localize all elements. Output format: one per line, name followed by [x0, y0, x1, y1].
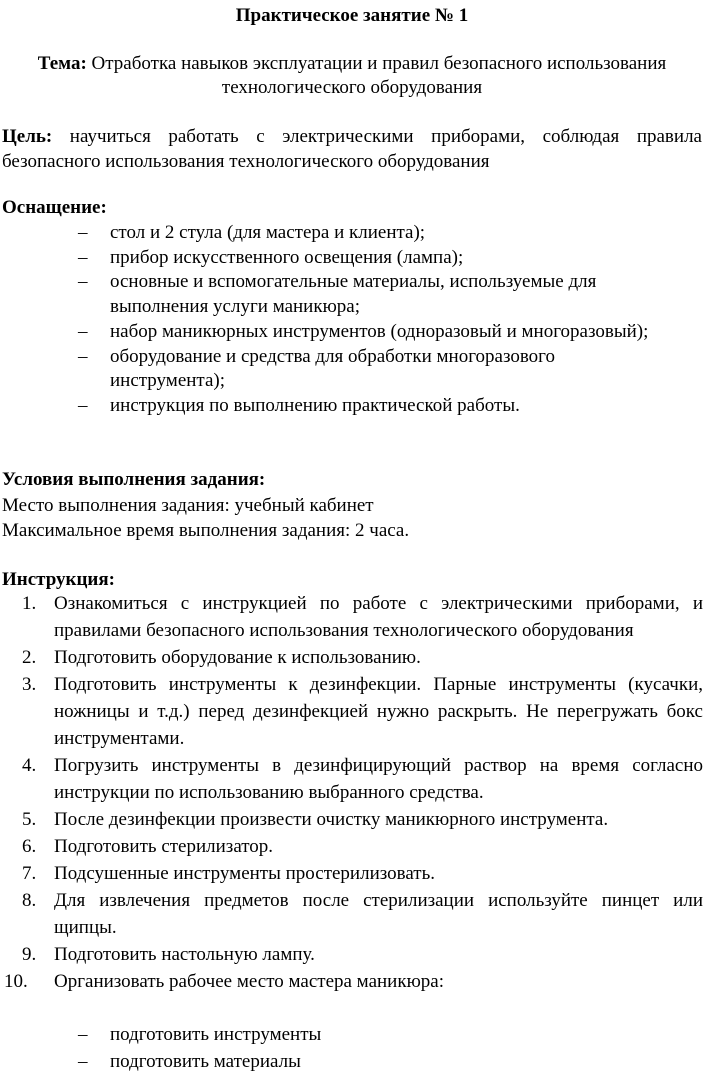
list-item: 8. Для извлечения предметов после стерилизации используйте пинцет или щипцы. — [22, 887, 703, 941]
equipment-list — [78, 221, 668, 419]
step-number: 7. — [22, 863, 37, 884]
list-item: 3. Подготовить инструменты к дезинфекции. Парные инструменты (кусачки, ножницы и т.д.) перед дезинфекцией нужно раскрыть. Не перегружать бокс инструментами. — [22, 671, 703, 752]
list-item: – инструкция по выполнению практической работы. — [78, 394, 668, 419]
conditions-place: Место выполнения задания: учебный кабинет — [2, 495, 374, 516]
dash-bullet: – — [78, 394, 88, 416]
conditions-heading: Условия выполнения задания: — [2, 469, 266, 490]
topic-paragraph — [2, 52, 702, 100]
step-number: 2. — [22, 647, 37, 668]
step-number: 9. — [22, 944, 37, 965]
list-item: – прибор искусственного освещения (лампа); — [78, 246, 668, 271]
list-item: – подготовить материалы — [78, 1048, 321, 1075]
goal-label: Цель: — [2, 126, 53, 147]
list-item: – подготовить инструменты — [78, 1021, 321, 1048]
goal-text-1: научиться работать с электрическими приборами, соблюдая правила — [52, 126, 702, 147]
list-item: 10. Организовать рабочее место мастера маникюра: — [22, 968, 703, 995]
list-item: – основные и вспомогательные материалы, используемые для выполнения услуги маникюра; — [78, 271, 597, 318]
dash-bullet: – — [78, 320, 88, 342]
topic-label: Тема: — [37, 53, 87, 74]
list-item: 7. Подсушенные инструменты простерилизовать. — [22, 860, 703, 887]
dash-bullet: – — [78, 271, 88, 293]
instruction-steps — [4, 590, 703, 995]
topic-text: Отработка навыков эксплуатации и правил безопасного использования технологического оборудования — [86, 53, 667, 98]
equipment-heading: Оснащение: — [2, 197, 107, 218]
list-item: – оборудование и средства для обработки многоразового инструмента); — [78, 345, 556, 392]
workplace-subitems — [78, 1021, 321, 1075]
dash-bullet: – — [78, 222, 88, 243]
list-item: 5. После дезинфекции произвести очистку маникюрного инструмента. — [22, 806, 703, 833]
step-number: 3. — [22, 674, 37, 695]
dash-bullet: – — [78, 1051, 88, 1072]
dash-bullet: – — [78, 345, 88, 367]
list-item: 4. Погрузить инструменты в дезинфицирующий раствор на время согласно инструкции по использованию выбранного средства. — [22, 752, 703, 806]
list-item: 6. Подготовить стерилизатор. — [22, 833, 703, 860]
step-number: 6. — [22, 836, 37, 857]
document-title: Практическое занятие № 1 — [235, 5, 469, 26]
step-number: 8. — [22, 890, 37, 911]
list-item: – стол и 2 стула (для мастера и клиента); — [78, 221, 668, 246]
list-item: 2. Подготовить оборудование к использованию. — [22, 644, 703, 671]
list-item: 1. Ознакомиться с инструкцией по работе с электрическими приборами, и правилами безопасного использования технологического оборудования — [22, 590, 703, 644]
dash-bullet: – — [78, 246, 88, 268]
conditions-time: Максимальное время выполнения задания: 2 часа. — [2, 520, 410, 541]
list-item: – набор маникюрных инструментов (одноразовый и многоразовый); — [78, 320, 668, 345]
step-number: 1. — [22, 593, 37, 614]
list-item: 9. Подготовить настольную лампу. — [22, 941, 703, 968]
step-number: 4. — [22, 755, 37, 776]
goal-text-2: безопасного использования технологического оборудования — [2, 151, 490, 172]
instruction-heading: Инструкция: — [2, 569, 115, 590]
step-number: 5. — [22, 809, 37, 830]
step-number: 10. — [4, 971, 28, 992]
dash-bullet: – — [78, 1024, 88, 1045]
